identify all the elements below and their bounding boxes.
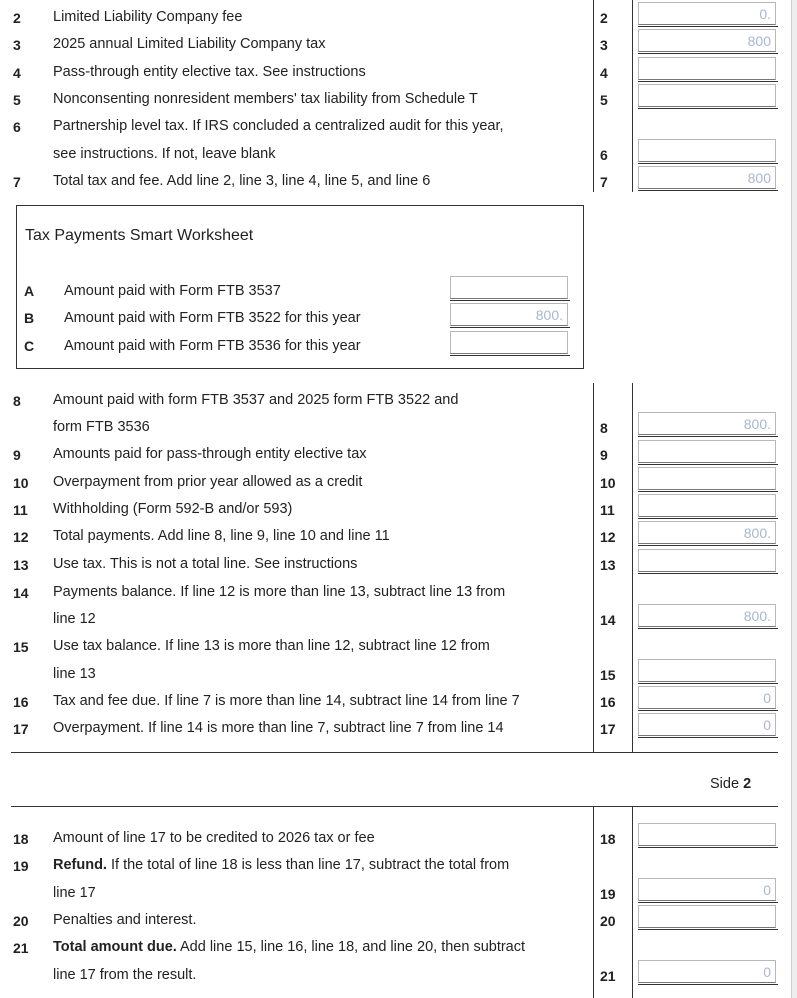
line-2-input[interactable] xyxy=(638,2,776,25)
line-21-label-bold: Total amount due. xyxy=(53,939,177,955)
line-3-label: 2025 annual Limited Liability Company tax xyxy=(53,36,326,52)
line-21-label-rest: Add line 15, line 16, line 18, and line 20, then subtract xyxy=(176,939,526,955)
line-16-underline xyxy=(638,710,778,711)
line-6-input[interactable] xyxy=(638,139,776,162)
line-8-input[interactable] xyxy=(638,412,776,435)
line-number-6: 6 xyxy=(13,119,21,135)
line-17-label-bold: Overpayment. xyxy=(53,720,145,736)
line-2-underline xyxy=(638,26,778,27)
column-divider-left xyxy=(593,0,594,192)
line-14-input[interactable] xyxy=(638,604,776,627)
worksheet-row-a-label: Amount paid with Form FTB 3537 xyxy=(64,283,281,299)
line-21-input[interactable] xyxy=(638,960,776,983)
line-number-7: 7 xyxy=(13,174,21,190)
line-13-right-number: 13 xyxy=(600,557,616,573)
worksheet-row-c-underline xyxy=(450,355,570,356)
side-label-text: Side xyxy=(710,776,740,792)
line-number-13: 13 xyxy=(13,557,29,573)
line-17-right-number: 17 xyxy=(600,721,616,737)
line-21-underline xyxy=(638,984,778,985)
line-2-right-number: 2 xyxy=(600,10,608,26)
line-12-right-number: 12 xyxy=(600,529,616,545)
line-3-underline xyxy=(638,53,778,54)
line-number-3: 3 xyxy=(13,37,21,53)
line-number-21: 21 xyxy=(13,940,29,956)
section-rule-bottom xyxy=(11,806,778,807)
line-3-input[interactable] xyxy=(638,29,776,52)
side-label xyxy=(710,776,751,792)
worksheet-title: Tax Payments Smart Worksheet xyxy=(25,227,254,244)
line-17-label xyxy=(53,720,504,736)
line-15-label-continued: line 13 xyxy=(53,666,96,682)
line-8-right-number: 8 xyxy=(600,420,608,436)
line-4-input[interactable] xyxy=(638,57,776,80)
line-number-12: 12 xyxy=(13,529,29,545)
line-16-label-bold: Tax and fee due. xyxy=(53,693,161,709)
line-13-label: Use tax. This is not a total line. See instructions xyxy=(53,556,358,572)
line-10-label: Overpayment from prior year allowed as a credit xyxy=(53,474,363,490)
line-4-label: Pass-through entity elective tax. See instructions xyxy=(53,64,366,80)
line-5-input[interactable] xyxy=(638,84,776,107)
line-9-right-number: 9 xyxy=(600,447,608,463)
line-14-right-number: 14 xyxy=(600,612,616,628)
line-14-label-bold: Payments balance. xyxy=(53,584,177,600)
line-9-label: Amounts paid for pass-through entity elective tax xyxy=(53,446,367,462)
line-number-17: 17 xyxy=(13,721,29,737)
line-7-right-number: 7 xyxy=(600,174,608,190)
line-13-underline xyxy=(638,573,778,574)
line-20-right-number: 20 xyxy=(600,913,616,929)
line-19-label-rest: If the total of line 18 is less than line 17, subtract the total from xyxy=(106,857,510,873)
line-number-15: 15 xyxy=(13,639,29,655)
line-number-2: 2 xyxy=(13,10,21,26)
worksheet-row-a-underline xyxy=(450,300,570,301)
line-19-label xyxy=(53,857,509,873)
column-divider-left-bottom xyxy=(593,806,594,998)
column-divider-right-bottom xyxy=(632,806,633,998)
line-14-underline xyxy=(638,628,778,629)
line-14-label xyxy=(53,584,505,600)
line-number-11: 11 xyxy=(13,502,28,518)
line-7-input[interactable] xyxy=(638,166,776,189)
side-number: 2 xyxy=(743,776,752,792)
line-5-underline xyxy=(638,108,778,109)
line-20-underline xyxy=(638,929,778,930)
line-21-label xyxy=(53,939,525,955)
line-number-8: 8 xyxy=(13,393,21,409)
worksheet-letter-b: B xyxy=(24,310,35,326)
line-8-label-continued: form FTB 3536 xyxy=(53,419,150,435)
worksheet-row-a-input[interactable] xyxy=(450,276,568,299)
line-15-underline xyxy=(638,683,778,684)
line-number-10: 10 xyxy=(13,475,29,491)
line-19-right-number: 19 xyxy=(600,886,616,902)
worksheet-row-b-label: Amount paid with Form FTB 3522 for this year xyxy=(64,310,361,326)
line-17-input[interactable] xyxy=(638,713,776,736)
tax-payments-worksheet xyxy=(16,205,584,369)
line-21-right-number: 21 xyxy=(600,968,616,984)
line-4-right-number: 4 xyxy=(600,65,608,81)
line-number-16: 16 xyxy=(13,694,29,710)
line-12-label: Total payments. Add line 8, line 9, line 10 and line 11 xyxy=(53,528,390,544)
line-11-underline xyxy=(638,518,778,519)
line-11-right-number: 11 xyxy=(600,502,615,518)
line-5-right-number: 5 xyxy=(600,92,608,108)
line-number-4: 4 xyxy=(13,65,21,81)
line-20-input[interactable] xyxy=(638,905,776,928)
line-11-input[interactable] xyxy=(638,494,776,517)
line-8-label: Amount paid with form FTB 3537 and 2025 form FTB 3522 and xyxy=(53,392,459,408)
scrollbar-track[interactable] xyxy=(791,0,797,998)
line-17-label-rest: If line 14 is more than line 7, subtract line 7 from line 14 xyxy=(144,720,504,736)
line-6-label: Partnership level tax. If IRS concluded a centralized audit for this year, xyxy=(53,118,504,134)
line-17-underline xyxy=(638,737,778,738)
line-15-label: Use tax balance. If line 13 is more than line 12, subtract line 12 from xyxy=(53,638,490,654)
line-2-label: Limited Liability Company fee xyxy=(53,9,243,25)
line-12-underline xyxy=(638,545,778,546)
line-number-5: 5 xyxy=(13,92,21,108)
line-15-right-number: 15 xyxy=(600,667,616,683)
line-10-right-number: 10 xyxy=(600,475,616,491)
worksheet-row-c-input[interactable] xyxy=(450,331,568,354)
line-18-input[interactable] xyxy=(638,823,776,846)
line-number-20: 20 xyxy=(13,913,29,929)
worksheet-letter-a: A xyxy=(24,283,35,299)
line-16-label-rest: If line 7 is more than line 14, subtract line 14 from line 7 xyxy=(160,693,520,709)
line-7-underline xyxy=(638,190,778,191)
line-20-label: Penalties and interest. xyxy=(53,912,197,928)
line-number-9: 9 xyxy=(13,447,21,463)
line-8-underline xyxy=(638,436,778,437)
line-19-underline xyxy=(638,902,778,903)
line-14-label-rest: If line 12 is more than line 13, subtract line 13 from xyxy=(176,584,506,600)
worksheet-row-b-input[interactable] xyxy=(450,303,568,326)
line-6-label-continued: see instructions. If not, leave blank xyxy=(53,146,276,162)
line-13-input[interactable] xyxy=(638,549,776,572)
line-6-right-number: 6 xyxy=(600,147,608,163)
line-12-input[interactable] xyxy=(638,521,776,544)
worksheet-row-b-underline xyxy=(450,327,570,328)
line-9-input[interactable] xyxy=(638,440,776,463)
line-10-underline xyxy=(638,491,778,492)
line-number-19: 19 xyxy=(13,858,29,874)
line-number-18: 18 xyxy=(13,831,29,847)
section-rule-top xyxy=(11,752,778,753)
line-18-label: Amount of line 17 to be credited to 2026 tax or fee xyxy=(53,830,375,846)
worksheet-row-c-label: Amount paid with Form FTB 3536 for this year xyxy=(64,338,361,354)
column-divider-right xyxy=(632,0,633,192)
column-divider-left-mid xyxy=(593,383,594,753)
line-14-label-continued: line 12 xyxy=(53,611,96,627)
column-divider-right-mid xyxy=(632,383,633,753)
line-16-label xyxy=(53,693,520,709)
line-19-label-bold: Refund. xyxy=(53,857,107,873)
worksheet-letter-c: C xyxy=(24,338,35,354)
line-18-underline xyxy=(638,847,778,848)
line-21-label-continued: line 17 from the result. xyxy=(53,967,197,983)
line-11-label: Withholding (Form 592-B and/or 593) xyxy=(53,501,293,517)
line-7-label: Total tax and fee. Add line 2, line 3, line 4, line 5, and line 6 xyxy=(53,173,431,189)
line-3-right-number: 3 xyxy=(600,37,608,53)
line-6-underline xyxy=(638,163,778,164)
line-15-input[interactable] xyxy=(638,659,776,682)
line-19-label-continued: line 17 xyxy=(53,885,96,901)
line-5-label: Nonconsenting nonresident members' tax liability from Schedule T xyxy=(53,91,478,107)
line-number-14: 14 xyxy=(13,585,29,601)
line-4-underline xyxy=(638,81,778,82)
line-9-underline xyxy=(638,464,778,465)
line-10-input[interactable] xyxy=(638,467,776,490)
line-19-input[interactable] xyxy=(638,878,776,901)
line-16-right-number: 16 xyxy=(600,694,616,710)
line-18-right-number: 18 xyxy=(600,831,616,847)
line-16-input[interactable] xyxy=(638,686,776,709)
